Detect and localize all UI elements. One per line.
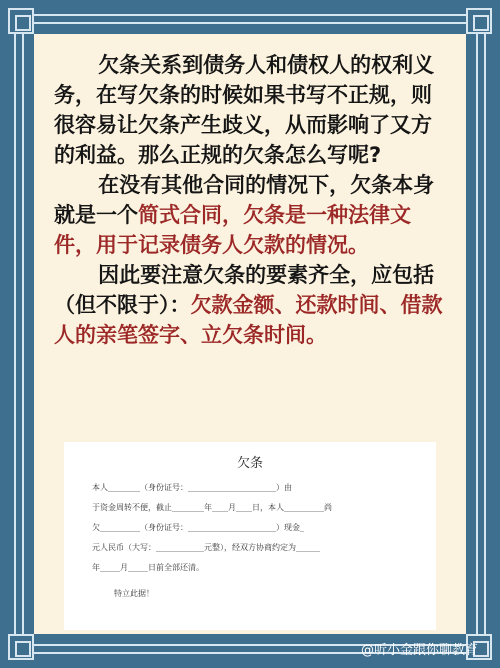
document-line: 欠__________（身份证号：______________________）现金_: [92, 523, 304, 532]
document-line: 本人________（身份证号：______________________）由: [92, 483, 292, 492]
paragraph-definition: [54, 170, 450, 260]
definition-emphasis: 简式合同，欠条是一种法律文件，用于记录债务人欠款的情况。: [54, 203, 411, 257]
watermark: @听小金跟你聊教育: [360, 643, 478, 658]
article-text: [54, 50, 450, 350]
document-line: 于资金周转不便，截止________年____月____日，本人__________尚: [92, 503, 332, 512]
paragraph-intro: [54, 50, 450, 170]
document-line: 年_____月_____日前全部还清。: [92, 563, 204, 572]
corner-ornament: [466, 8, 492, 34]
iou-document-image: [64, 442, 436, 630]
corner-ornament: [8, 8, 34, 34]
elements-text: 因此要注意欠条的要素齐全，应包括（但不限于）：: [54, 263, 435, 317]
intro-text: 欠条关系到债务人和债权人的权利义务，在写欠条的时候如果书写不正规，则很容易让欠条产生歧义，从而影响了又方的利益。那么正规的欠条怎么写呢?: [54, 53, 435, 167]
definition-text: 在没有其他合同的情况下，欠条本身就是一个: [54, 173, 435, 227]
document-closing: 特立此据！: [114, 589, 154, 598]
document-line: 元人民币（大写：____________元整），经双方协商约定为______: [92, 543, 320, 552]
paragraph-elements: [54, 260, 450, 350]
elements-emphasis: 欠款金额、还款时间、借款人的亲笔签字、立欠条时间。: [54, 293, 443, 347]
content-panel: [34, 34, 466, 634]
corner-ornament: [8, 634, 34, 660]
document-title: 欠条: [236, 456, 263, 471]
